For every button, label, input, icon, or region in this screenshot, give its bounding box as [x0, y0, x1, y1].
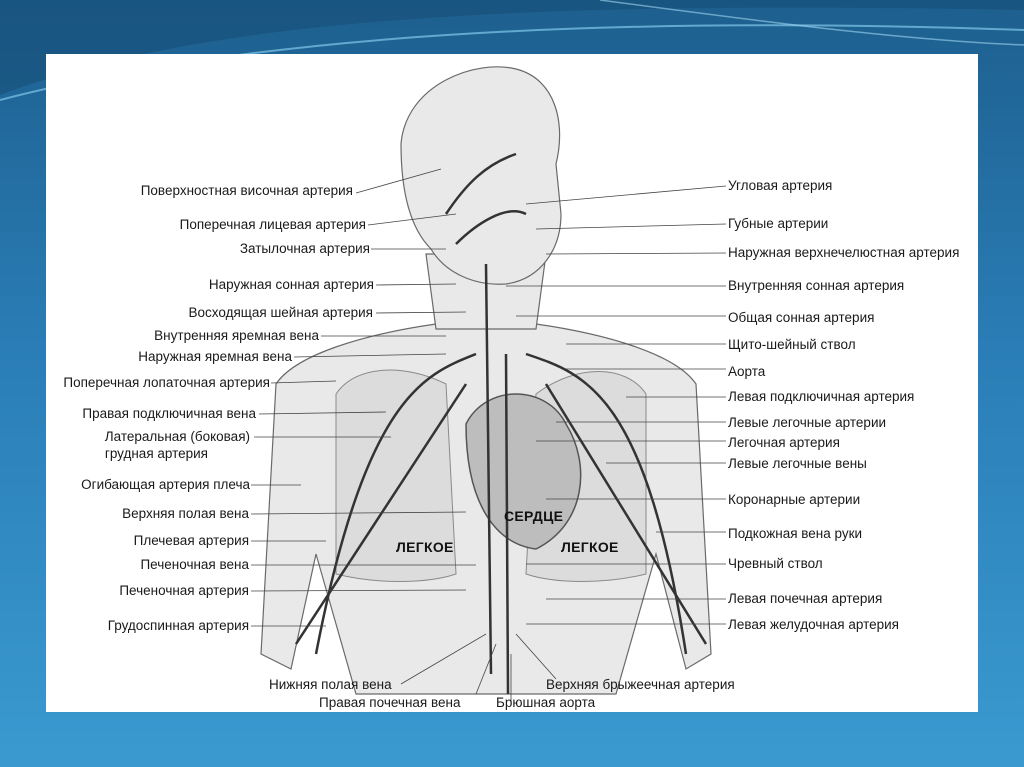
diagram-panel	[46, 54, 978, 712]
label-superior-mesenteric-artery: Верхняя брыжеечная артерия	[546, 677, 735, 692]
label-labial-arteries: Губные артерии	[728, 216, 829, 231]
label-subcutaneous-arm-vein: Подкожная вена руки	[728, 526, 863, 541]
label-internal-jugular-vein: Внутренняя яремная вена	[154, 328, 319, 343]
lung-right-label: ЛЕГКОЕ	[561, 539, 619, 555]
label-external-carotid-artery: Наружная сонная артерия	[208, 277, 374, 292]
label-external-jugular-vein: Наружная яремная вена	[138, 349, 292, 364]
label-superficial-temporal-artery: Поверхностная височная артерия	[140, 183, 353, 198]
label-left-pulmonary-arteries: Левые легочные артерии	[728, 415, 887, 430]
label-inferior-vena-cava: Нижняя полая вена	[269, 677, 392, 692]
label-abdominal-aorta: Брюшная аорта	[496, 695, 596, 710]
heart-label: СЕРДЦЕ	[504, 508, 564, 524]
label-left-subclavian-artery: Левая подключичная артерия	[728, 389, 915, 404]
label-transverse-facial-artery: Поперечная лицевая артерия	[179, 217, 366, 232]
label-angular-artery: Угловая артерия	[728, 178, 833, 193]
label-transverse-scapular-artery: Поперечная лопаточная артерия	[63, 375, 270, 390]
label-occipital-artery: Затылочная артерия	[239, 241, 370, 256]
label-brachial-artery: Плечевая артерия	[133, 533, 249, 548]
label-hepatic-artery: Печеночная артерия	[119, 583, 249, 598]
label-common-carotid-artery: Общая сонная артерия	[728, 310, 875, 325]
label-internal-carotid-artery: Внутренняя сонная артерия	[728, 278, 905, 293]
lung-left-label: ЛЕГКОЕ	[396, 539, 454, 555]
label-coronary-arteries: Коронарные артерии	[728, 492, 861, 507]
label-left-gastric-artery: Левая желудочная артерия	[728, 617, 899, 632]
label-thoracodorsal-artery: Грудоспинная артерия	[107, 618, 249, 633]
label-circumflex-humeral-artery: Огибающая артерия плеча	[81, 477, 250, 492]
label-left-renal-artery: Левая почечная артерия	[728, 591, 883, 606]
label-superior-vena-cava: Верхняя полая вена	[122, 506, 249, 521]
label-aorta: Аорта	[728, 364, 766, 379]
label-pulmonary-artery: Легочная артерия	[728, 435, 840, 450]
label-right-renal-vein: Правая почечная вена	[319, 695, 461, 710]
label-ascending-cervical-artery: Восходящая шейная артерия	[188, 305, 373, 320]
label-right-subclavian-vein: Правая подключичная вена	[82, 406, 256, 421]
label-left-pulmonary-veins: Левые легочные вены	[728, 456, 867, 471]
label-celiac-trunk: Чревный ствол	[728, 556, 823, 571]
label-lateral-thoracic-artery-2: грудная артерия	[104, 446, 208, 461]
label-thyrocervical-trunk: Щито-шейный ствол	[728, 337, 856, 352]
label-hepatic-vein: Печеночная вена	[140, 557, 249, 572]
label-lateral-thoracic-artery-1: Латеральная (боковая)	[104, 429, 250, 444]
label-external-maxillary-artery: Наружная верхнечелюстная артерия	[728, 245, 960, 260]
